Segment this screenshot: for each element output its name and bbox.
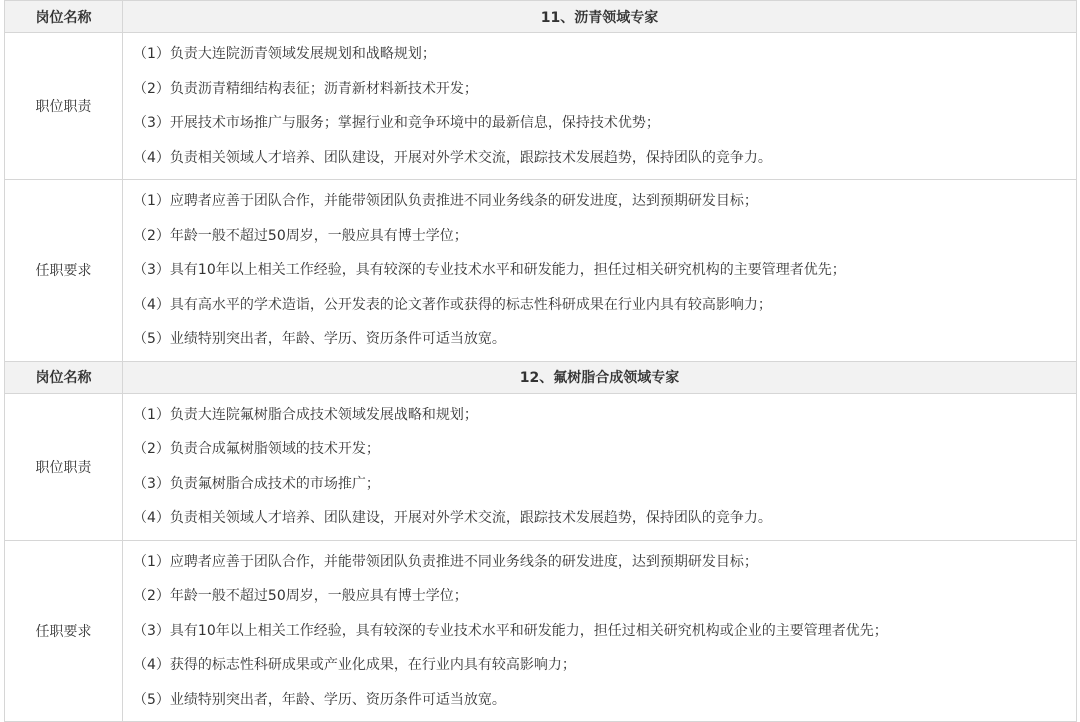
- position-name-label: 岗位名称: [5, 1, 123, 33]
- duty-item: （4）负责相关领域人才培养、团队建设，开展对外学术交流，跟踪技术发展趋势，保持团队的竞争力。: [133, 510, 772, 526]
- requirements-label: 任职要求: [5, 180, 123, 362]
- requirement-item: （3）具有10年以上相关工作经验，具有较深的专业技术水平和研发能力，担任过相关研究机构或企业的主要管理者优先；: [133, 622, 888, 639]
- requirement-item: （4）获得的标志性科研成果或产业化成果，在行业内具有较高影响力；: [133, 657, 576, 673]
- requirements-row: [5, 180, 1077, 362]
- requirements-row: [5, 540, 1077, 722]
- duty-item: （2）负责沥青精细结构表征；沥青新材料新技术开发；: [133, 80, 478, 97]
- requirement-item: （4）具有高水平的学术造诣，公开发表的论文著作或获得的标志性科研成果在行业内具有较高影响力；: [133, 296, 772, 313]
- job-table: [4, 0, 1077, 722]
- duty-item: （3）负责氟树脂合成技术的市场推广；: [133, 475, 380, 492]
- requirement-item: （2）年龄一般不超过50周岁，一般应具有博士学位；: [133, 588, 468, 604]
- duties-label: 职位职责: [5, 393, 123, 540]
- duties-list: [123, 33, 1077, 180]
- duty-item: （2）负责合成氟树脂领域的技术开发；: [133, 441, 380, 457]
- duty-item: （4）负责相关领域人才培养、团队建设，开展对外学术交流，跟踪技术发展趋势，保持团队的竞争力。: [133, 149, 772, 166]
- duty-item: （3）开展技术市场推广与服务；掌握行业和竞争环境中的最新信息，保持技术优势；: [133, 115, 660, 131]
- requirements-list: [123, 540, 1077, 722]
- position-title: 12、氟树脂合成领域专家: [123, 361, 1077, 393]
- position-header-row: [5, 1, 1077, 33]
- duties-row: [5, 33, 1077, 180]
- requirement-item: （1）应聘者应善于团队合作，并能带领团队负责推进不同业务线条的研发进度，达到预期研发目标；: [133, 193, 758, 209]
- requirements-label: 任职要求: [5, 540, 123, 722]
- duty-item: （1）负责大连院沥青领域发展规划和战略规划；: [133, 46, 436, 62]
- requirement-item: （2）年龄一般不超过50周岁，一般应具有博士学位；: [133, 227, 468, 244]
- position-header-row: [5, 361, 1077, 393]
- requirements-list: [123, 180, 1077, 362]
- requirement-item: （3）具有10年以上相关工作经验，具有较深的专业技术水平和研发能力，担任过相关研究机构的主要管理者优先；: [133, 262, 846, 278]
- position-name-label: 岗位名称: [5, 361, 123, 393]
- requirement-item: （5）业绩特别突出者，年龄、学历、资历条件可适当放宽。: [133, 331, 506, 347]
- requirement-item: （1）应聘者应善于团队合作，并能带领团队负责推进不同业务线条的研发进度，达到预期研发目标；: [133, 553, 758, 570]
- requirement-item: （5）业绩特别突出者，年龄、学历、资历条件可适当放宽。: [133, 691, 506, 708]
- duty-item: （1）负责大连院氟树脂合成技术领域发展战略和规划；: [133, 406, 478, 423]
- duties-list: [123, 393, 1077, 540]
- duties-label: 职位职责: [5, 33, 123, 180]
- position-title: 11、沥青领域专家: [123, 1, 1077, 33]
- duties-row: [5, 393, 1077, 540]
